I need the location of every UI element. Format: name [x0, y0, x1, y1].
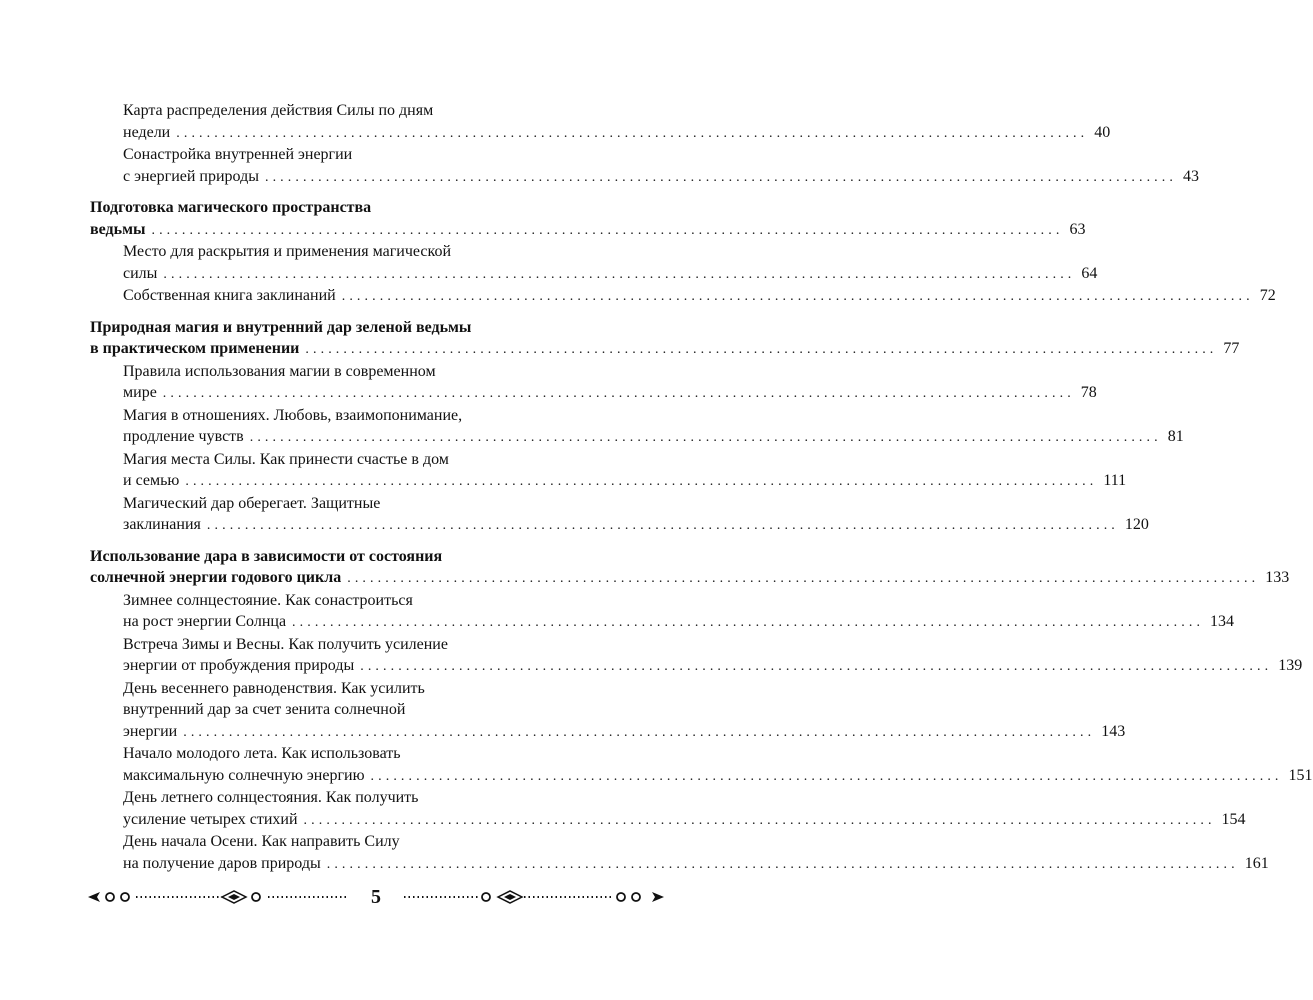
toc-entry-title-line: Начало молодого лета. Как использовать	[123, 745, 401, 762]
toc-entry-title-line: День летнего солнцестояния. Как получить	[123, 789, 419, 806]
toc-section-entry[interactable]	[90, 317, 1240, 361]
toc-entry-title-line: на рост энергии Солнца	[123, 613, 287, 630]
toc-entry-title-line: Зимнее солнцестояние. Как сонастроиться	[123, 591, 413, 609]
ornament-circle	[121, 893, 129, 901]
toc-entry[interactable]	[90, 493, 1149, 537]
toc-page-number: 133	[1265, 569, 1290, 586]
leader-dots: ........................................................................................................................	[370, 768, 1283, 784]
toc-entry-title-line: Сонастройка внутренней энергии	[123, 146, 353, 163]
leader-dots: ........................................................................................................................	[206, 518, 1119, 533]
left-arrow-icon	[88, 892, 100, 902]
ornament-circle	[252, 893, 260, 901]
toc-page-number: 154	[1221, 810, 1246, 828]
leader-dots: ........................................................................................................................	[360, 659, 1273, 674]
ornament-circle	[632, 893, 640, 901]
toc-entry-title-line: с энергией природы	[123, 167, 259, 185]
leader-dots: ........................................................................................................................	[162, 386, 1075, 401]
toc-page-number: 63	[1069, 220, 1086, 238]
toc-entry[interactable]	[90, 449, 1127, 493]
toc-entry[interactable]	[90, 405, 1184, 449]
page-footer	[88, 883, 664, 913]
leader-dots: ........................................................................................................................	[326, 856, 1239, 872]
leader-dots: ........................................................................................................................	[292, 615, 1205, 630]
toc-entry[interactable]	[90, 241, 1098, 285]
toc-section-entry[interactable]	[90, 197, 1086, 241]
toc-page-number: 134	[1210, 613, 1235, 630]
leader-dots: ........................................................................................................................	[163, 266, 1076, 282]
leader-dots: ........................................................................................................................	[305, 342, 1218, 357]
toc-entry[interactable]	[90, 590, 1235, 634]
toc-page-number: 64	[1081, 264, 1098, 282]
toc-page-number: 143	[1101, 722, 1126, 740]
toc-entry-title-line: в практическом применении	[90, 340, 300, 357]
toc-entry-title-line: Подготовка магического пространства	[90, 199, 372, 216]
toc-entry-title-line: Встреча Зимы и Весны. Как получить усиление	[123, 635, 448, 653]
toc-entry-title-line: Природная магия и внутренний дар зеленой ведьмы	[90, 318, 472, 336]
toc-entry-title-line: заклинания	[123, 516, 201, 533]
toc-entry-title-line: День весеннего равноденствия. Как усилить	[123, 679, 425, 697]
ornament-circle	[617, 893, 625, 901]
toc-entry[interactable]	[90, 144, 1199, 188]
toc-page-number: 72	[1259, 287, 1276, 304]
toc-entry[interactable]	[90, 787, 1246, 831]
leader-dots: ........................................................................................................................	[264, 169, 1177, 185]
ornament-circle	[106, 893, 114, 901]
leader-dots: ........................................................................................................................	[347, 571, 1260, 586]
toc-entry[interactable]	[90, 678, 1126, 744]
toc-entry-title-line: Магический дар оберегает. Защитные	[123, 494, 381, 512]
leader-dots: ........................................................................................................................	[183, 724, 1096, 740]
ornament-circle	[482, 893, 490, 901]
toc-entry[interactable]	[90, 743, 1313, 787]
toc-page-number: 43	[1182, 167, 1199, 185]
toc-entry-title-line: День начала Осени. Как направить Силу	[123, 833, 400, 850]
toc-entry-title-line: мире	[123, 384, 157, 401]
toc-page-number: 77	[1223, 340, 1240, 357]
toc-entry-title-line: внутренний дар за счет зенита солнечной	[123, 701, 406, 718]
toc-section-entry[interactable]	[90, 546, 1290, 590]
toc-entry[interactable]	[90, 634, 1303, 678]
leader-dots: ........................................................................................................................	[303, 812, 1216, 828]
toc-page-number: 78	[1080, 384, 1097, 401]
toc-entry-title-line: Магия в отношениях. Любовь, взаимопонимание,	[123, 406, 463, 424]
toc-entry-title-line: силы	[123, 264, 158, 282]
right-arrow-icon	[652, 892, 664, 902]
toc-page-number: 151	[1288, 766, 1313, 784]
leader-dots: ........................................................................................................................	[176, 125, 1089, 141]
toc-entry-title-line: Собственная книга заклинаний	[123, 287, 336, 304]
toc-entry-title-line: Место для раскрытия и применения магической	[123, 243, 451, 260]
toc-entry-title-line: солнечной энергии годового цикла	[90, 569, 342, 586]
toc-page-number: 120	[1124, 516, 1149, 533]
toc-entry-title-line: продление чувств	[123, 428, 244, 445]
leader-dots: ........................................................................................................................	[151, 222, 1064, 238]
ornament-diamond-left-inner	[228, 894, 240, 900]
toc-entry-title-line: ведьмы	[90, 220, 146, 238]
toc-page-number: 111	[1103, 472, 1127, 489]
toc-entry-title-line: Правила использования магии в современном	[123, 362, 436, 380]
toc-entry-title-line: усиление четырех стихий	[123, 810, 298, 828]
toc-entry-title-line: Карта распределения действия Силы по дням	[123, 102, 434, 119]
leader-dots: ........................................................................................................................	[341, 289, 1254, 304]
leader-dots: ........................................................................................................................	[185, 474, 1098, 489]
leader-dots: ........................................................................................................................	[249, 430, 1162, 445]
toc-entry[interactable]	[90, 361, 1097, 405]
toc-entry[interactable]	[90, 285, 1276, 308]
toc-page-number: 161	[1244, 854, 1269, 872]
toc-entry[interactable]	[90, 831, 1269, 875]
toc-entry-title-line: и семью	[123, 472, 180, 489]
table-of-contents	[90, 100, 1313, 875]
toc-page-number: 81	[1167, 428, 1184, 445]
toc-entry-title-line: энергии	[123, 722, 178, 740]
toc-entry-title-line: недели	[123, 123, 171, 141]
ornament-diamond-right-inner	[504, 894, 516, 900]
toc-entry-title-line: Магия места Силы. Как принести счастье в дом	[123, 450, 449, 468]
toc-entry-title-line: на получение даров природы	[123, 854, 321, 872]
toc-page-number: 40	[1094, 123, 1111, 141]
toc-page-number: 139	[1278, 657, 1303, 674]
toc-entry-title-line: Использование дара в зависимости от состояния	[90, 547, 443, 565]
page-number: 5	[363, 883, 389, 911]
toc-entry[interactable]	[90, 100, 1111, 144]
toc-entry-title-line: максимальную солнечную энергию	[123, 766, 365, 784]
toc-entry-title-line: энергии от пробуждения природы	[123, 657, 355, 674]
